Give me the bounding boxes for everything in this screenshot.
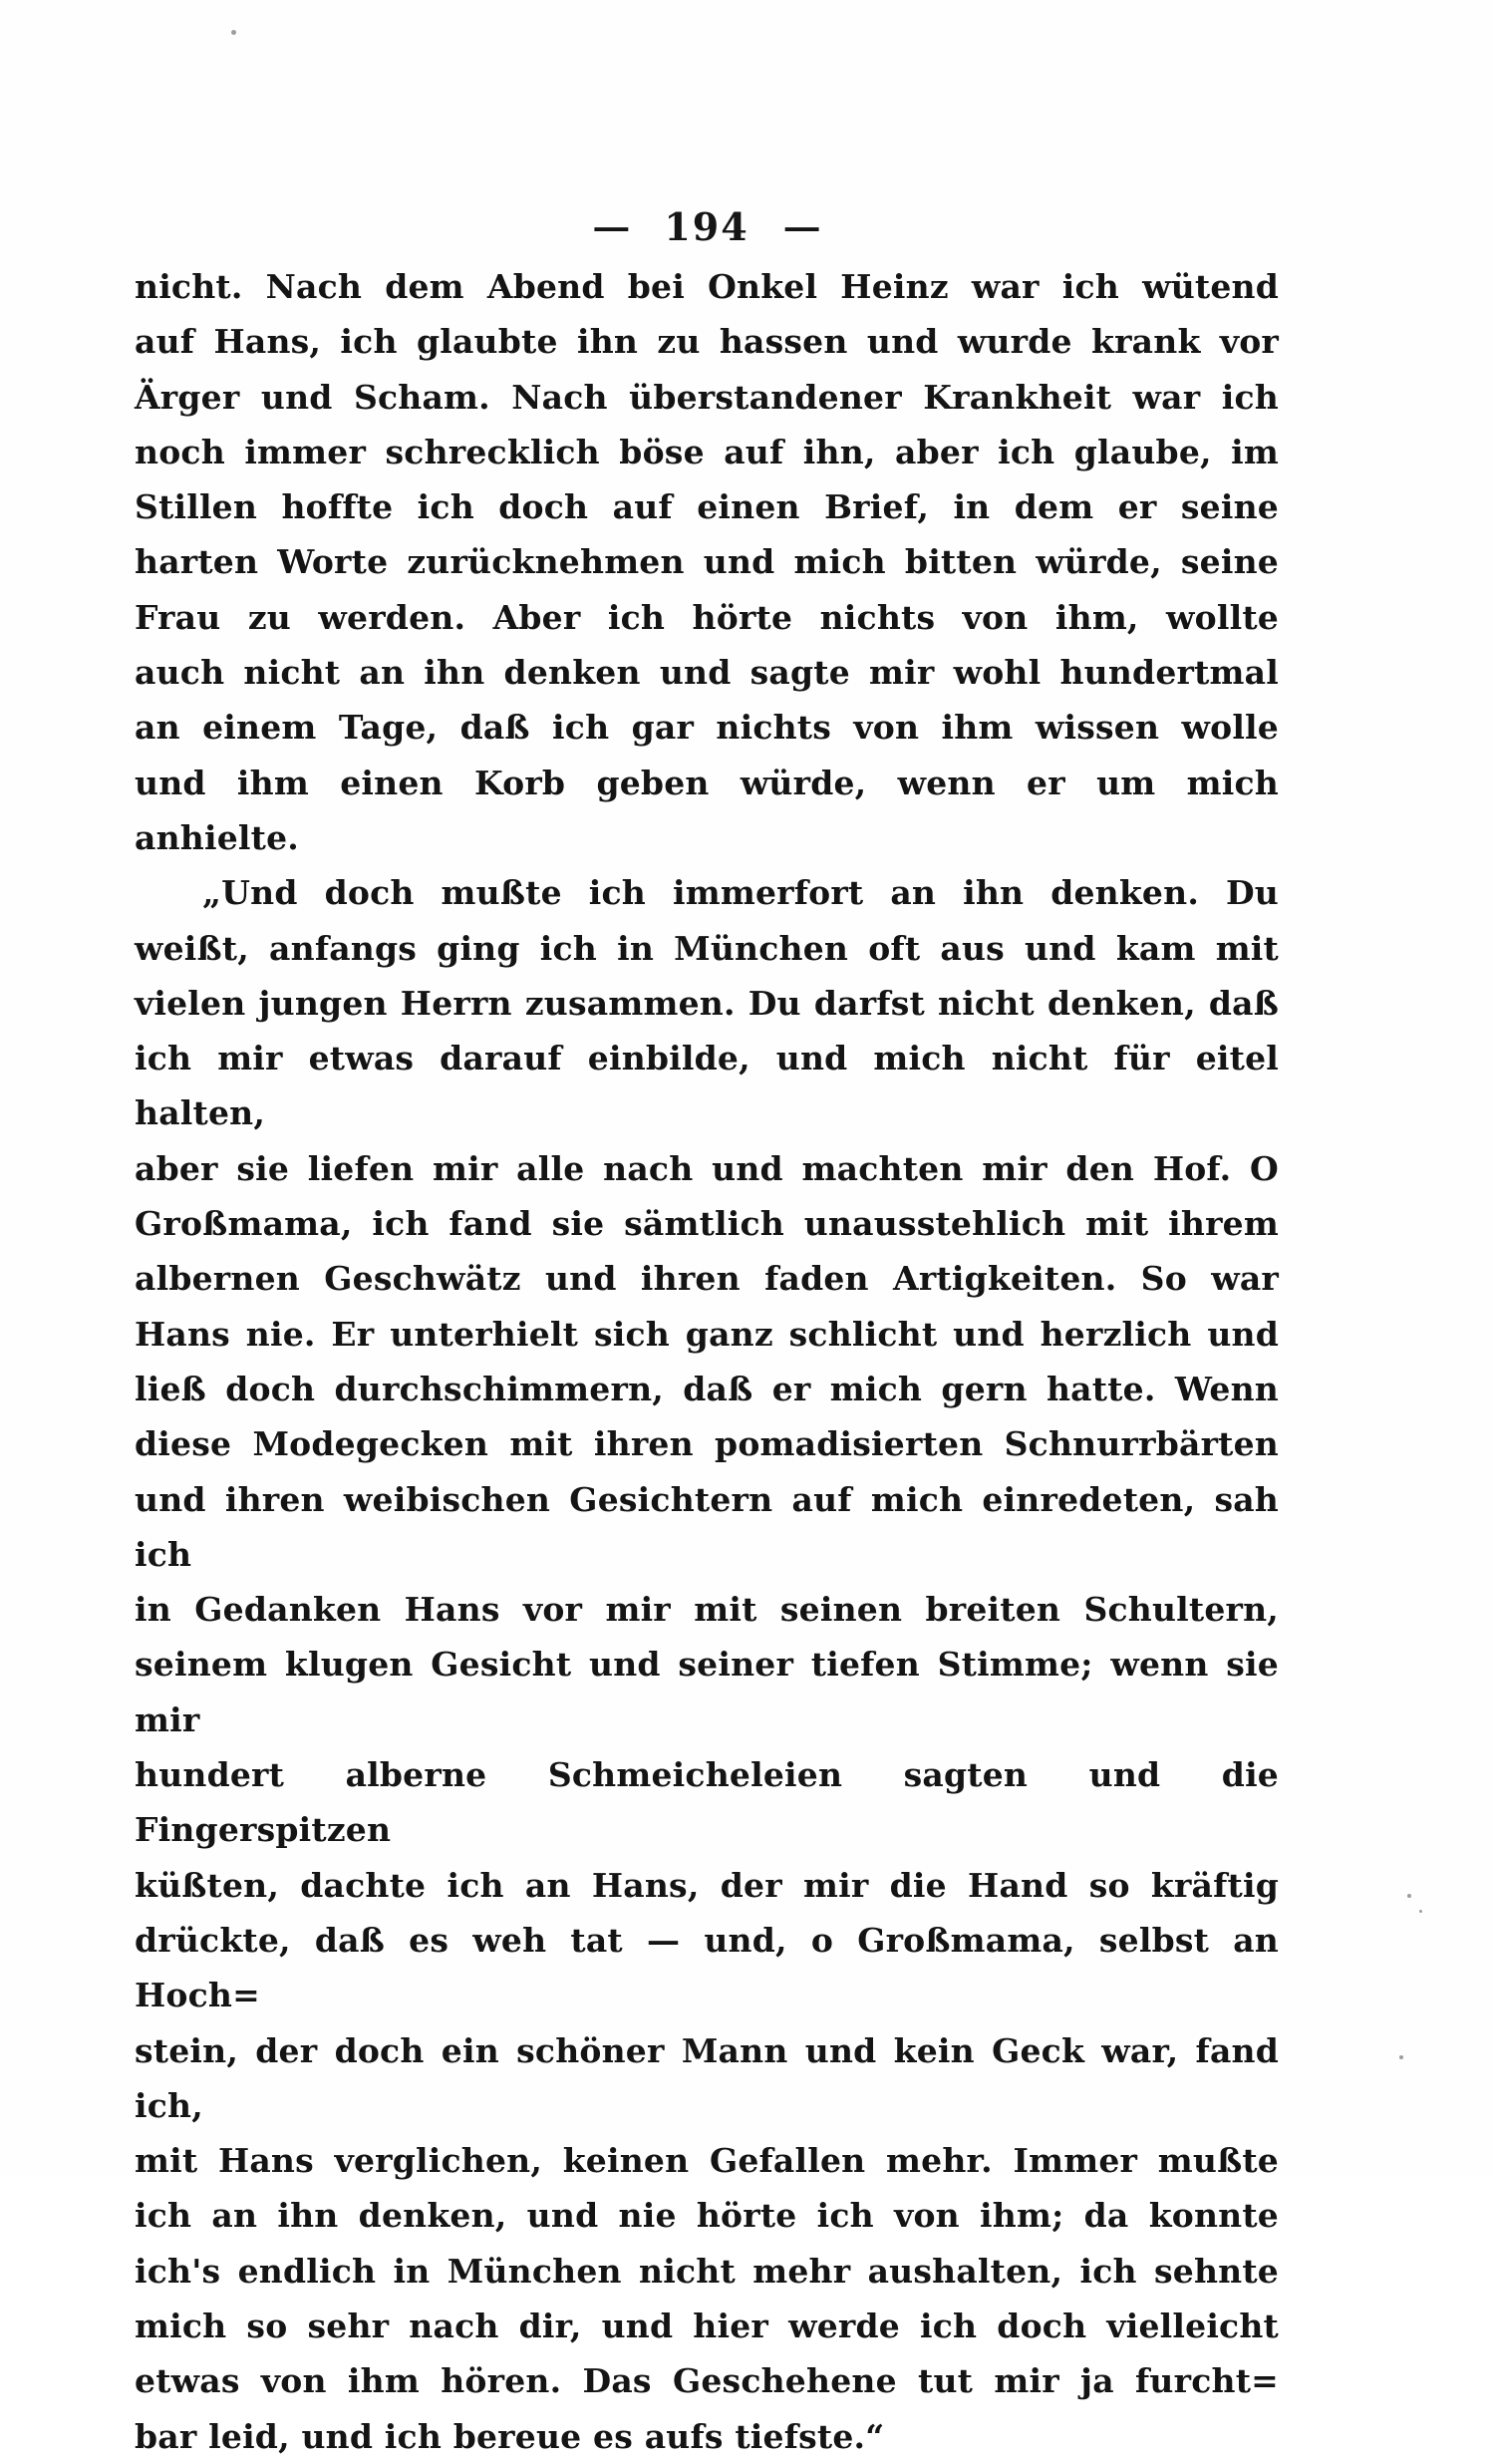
text-block [135,259,1279,2464]
text-line: Ärger und Scham. Nach überstandener Krankheit war ich [135,377,1279,417]
text-line: und ihren weibischen Gesichtern auf mich einredeten, sah ich [135,1479,1279,1574]
text-line: ließ doch durchschimmern, daß er mich gern hatte. Wenn [135,1369,1279,1408]
text-line: hundert alberne Schmeicheleien sagten und die Fingerspitzen [135,1755,1279,1850]
text-line: stein, der doch ein schöner Mann und kein Geck war, fand ich, [135,2030,1279,2125]
text-line: Großmama, ich fand sie sämtlich unausstehlich mit ihrem [135,1204,1279,1244]
text-line: bar leid, und ich bereue es aufs tiefste.“ [135,2416,885,2456]
text-line: mich so sehr nach dir, und hier werde ich doch vielleicht [135,2306,1279,2345]
scan-speck [1407,1894,1411,1898]
text-line: an einem Tage, daß ich gar nichts von ihm wissen wolle [135,708,1279,748]
scan-speck [231,30,236,35]
text-line: auch nicht an ihn denken und sagte mir wohl hundertmal [135,653,1279,693]
page-number: 194 [664,204,749,249]
paragraph [135,865,1279,2464]
text-line: weißt, anfangs ging ich in München oft aus und kam mit [135,928,1279,968]
scan-speck [1419,1910,1422,1913]
text-line: drückte, daß es weh tat — und, o Großmama, selbst an Hoch= [135,1920,1279,2015]
text-line: in Gedanken Hans vor mir mit seinen breiten Schultern, [135,1590,1279,1630]
text-line: nicht. Nach dem Abend bei Onkel Heinz war ich wütend [135,267,1279,306]
text-line: mit Hans verglichen, keinen Gefallen mehr. Immer mußte [135,2141,1279,2181]
page-header [135,204,1279,249]
paragraph [135,259,1279,865]
text-line: Stillen hoffte ich doch auf einen Brief, in dem er seine [135,487,1279,527]
text-line: albernen Geschwätz und ihren faden Artigkeiten. So war [135,1259,1279,1299]
text-line: Frau zu werden. Aber ich hörte nichts von ihm, wollte [135,597,1279,637]
scan-speck [351,1938,354,1941]
text-line: und ihm einen Korb geben würde, wenn er um mich anhielte. [135,763,1279,857]
text-line: etwas von ihm hören. Das Geschehene tut mir ja furcht= [135,2361,1279,2401]
text-line: vielen jungen Herrn zusammen. Du darfst nicht denken, daß [135,983,1279,1023]
text-line: ich's endlich in München nicht mehr aushalten, ich sehnte [135,2251,1279,2291]
text-line: ich mir etwas darauf einbilde, und mich nicht für eitel halten, [135,1039,1279,1133]
header-dash-left: — [592,207,631,246]
header-dash-right: — [782,207,821,246]
text-line: ich an ihn denken, und nie hörte ich von ihm; da konnte [135,2196,1279,2236]
scan-speck [1399,2055,1403,2059]
text-line: seinem klugen Gesicht und seiner tiefen Stimme; wenn sie mir [135,1645,1279,1739]
text-line: noch immer schrecklich böse auf ihn, aber ich glaube, im [135,432,1279,471]
text-line: küßten, dachte ich an Hans, der mir die Hand so kräftig [135,1865,1279,1905]
text-line: „Und doch mußte ich immerfort an ihn denken. Du [202,873,1279,913]
text-line: harten Worte zurücknehmen und mich bitten würde, seine [135,542,1279,582]
text-line: diese Modegecken mit ihren pomadisierten Schnurrbärten [135,1424,1279,1464]
text-line: auf Hans, ich glaubte ihn zu hassen und wurde krank vor [135,322,1279,362]
text-line: Hans nie. Er unterhielt sich ganz schlicht und herzlich und [135,1314,1279,1354]
text-line: aber sie liefen mir alle nach und machten mir den Hof. O [135,1148,1279,1188]
